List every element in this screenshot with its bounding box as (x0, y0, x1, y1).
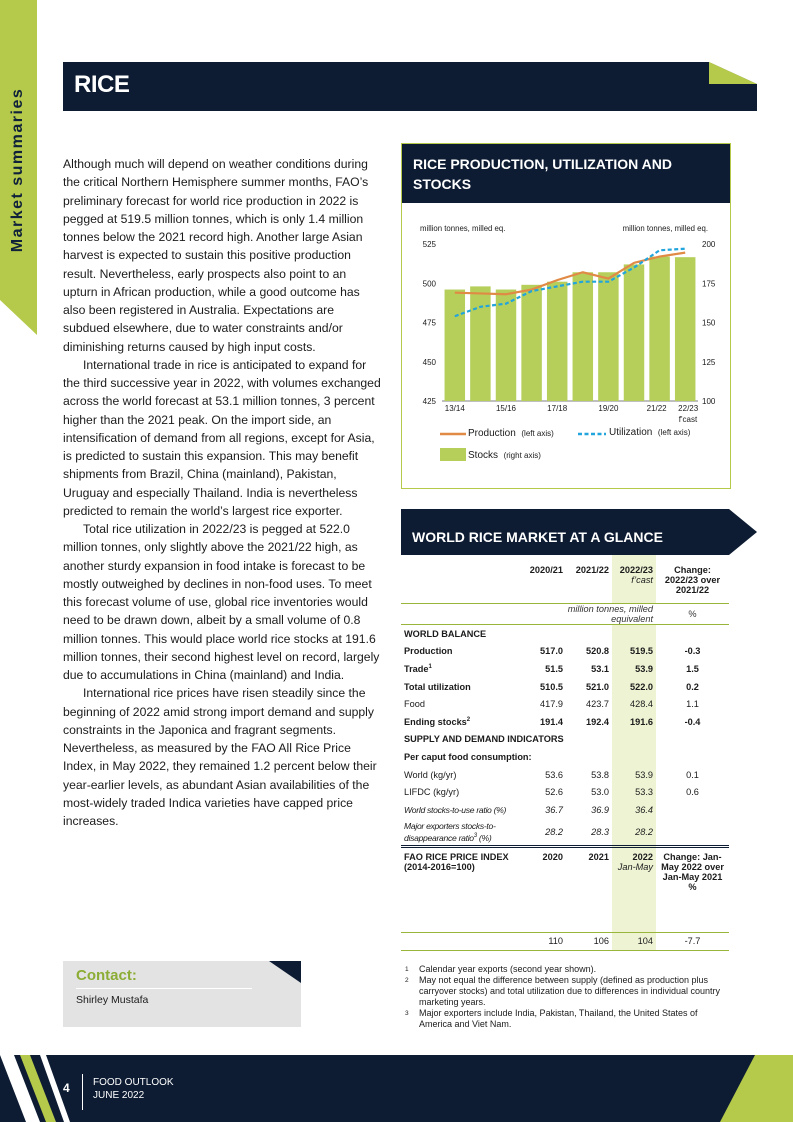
cell: 0.2 (686, 681, 699, 692)
row-label: Food (404, 699, 425, 710)
cell: 53.8 (591, 769, 609, 780)
right-axis-tick-label: 150 (702, 318, 716, 328)
page-number: 4 (63, 1081, 70, 1095)
contact-box (63, 961, 301, 1027)
right-axis-unit: million tonnes, milled eq. (622, 224, 708, 233)
cell: 520.8 (586, 646, 609, 657)
price-col-2021: 2021 (588, 851, 609, 862)
footnote: 1 Calendar year exports (second year shown). (405, 964, 597, 974)
row-label: Ending stocks$^2$ (404, 716, 471, 727)
stocks-bar (624, 264, 644, 401)
table-header-row (401, 555, 729, 604)
price-col-2022: 2022 Jan-May (612, 846, 656, 932)
table-row (401, 801, 729, 819)
stocks-bar (598, 272, 618, 401)
cell: 51.5 (545, 663, 563, 674)
col-2020-21: 2020/21 (529, 565, 563, 575)
table-units-row (401, 604, 729, 625)
cell: 1.5 (686, 663, 699, 674)
article-body (63, 155, 381, 830)
cell: 53.1 (591, 663, 609, 674)
cell: 521.0 (586, 681, 609, 692)
row-label: Trade$^1$ (404, 663, 432, 675)
cell: 191.6 (612, 713, 656, 731)
stocks-bar (445, 290, 465, 401)
footnotes (401, 964, 729, 1030)
stocks-bar (521, 285, 541, 401)
cell: 53.9 (612, 766, 656, 784)
legend-stocks: Stocks (right axis) (468, 450, 541, 461)
table-row (401, 695, 729, 713)
left-axis-tick-label: 425 (422, 397, 436, 406)
cell: 106 (593, 936, 609, 947)
cell: 53.3 (612, 783, 656, 801)
left-axis-tick-label: 525 (422, 240, 436, 249)
cell: 53.0 (591, 787, 609, 798)
section-tab-notch (0, 300, 37, 335)
row-label: Major exporters stocks-to-disappearance ratio$^3$ (%) (404, 820, 496, 843)
paragraph: Although much will depend on weather conditions during the critical Northern Hemisphere summer months, FAO’s preliminary forecast for world rice production in 2022 is pegged at 519.5 million tonnes, which is only 1.4 million tonnes below the 2021 record high. Another large Asian harvest is expected to sustain this positive production result. Nevertheless, early prospects also point to an upturn in African production, while a good outcome has also been registered in Australia. Expectations are subdued elsewhere, due to water constraints and/or diminishing returns caused by high input costs. (63, 157, 369, 354)
price-change-col: Change: Jan-May 2022 over Jan-May 2021 % (661, 851, 724, 892)
per-caput-label: Per caput food consumption: (404, 751, 532, 762)
right-axis-tick-label: 100 (702, 397, 716, 406)
right-axis-tick-label: 200 (702, 240, 716, 249)
cell: 417.9 (540, 699, 563, 710)
col-2022-23: 2022/23 f’cast (612, 555, 656, 604)
legend-production-swatch (440, 429, 470, 439)
contact-title: Contact: (76, 967, 137, 984)
chart-title: RICE PRODUCTION, UTILIZATION AND STOCKS (413, 156, 672, 192)
contact-divider (76, 988, 252, 989)
cell: 519.5 (612, 643, 656, 661)
section-supply-demand: SUPPLY AND DEMAND INDICATORS (404, 734, 564, 745)
cell: 52.6 (545, 787, 563, 798)
contact-name: Shirley Mustafa (76, 994, 149, 1006)
table-row (401, 713, 729, 731)
cell: 517.0 (540, 646, 563, 657)
stocks-bar (649, 257, 669, 401)
table-header-corner (729, 509, 757, 555)
cell: 428.4 (612, 695, 656, 713)
cell: 28.2 (612, 819, 656, 847)
stocks-bar (547, 282, 567, 401)
market-table-wrap (401, 555, 729, 951)
section-world-balance: WORLD BALANCE (404, 628, 487, 639)
table-section-row (401, 625, 729, 643)
stocks-bar (496, 290, 516, 401)
table-row (401, 678, 729, 696)
cell: 191.4 (540, 716, 563, 727)
right-axis-tick-label: 175 (702, 279, 716, 289)
row-label: Production (404, 646, 453, 657)
paragraph: International trade in rice is anticipated to expand for the third successive year in 2022, with volumes exchanged across the world forecast at 53.1 million tonnes, 3 percent higher than the 2021 peak. On the import side, an intensification of demand from all regions, except for Asia, is predicted to sustain this expansion. This may benefit shipments from Brazil, China (mainland), Pakistan, Uruguay and especially Thailand. India is nevertheless predicted to remain the world’s largest rice exporter. (63, 357, 381, 518)
forecast-label: f'cast (678, 415, 698, 424)
cell: 104 (612, 932, 656, 951)
cell: 510.5 (540, 681, 563, 692)
row-label: World (kg/yr) (404, 769, 457, 780)
cell: 1.1 (686, 699, 699, 710)
cell: 53.9 (612, 660, 656, 678)
market-table (401, 555, 729, 951)
title-corner-mask (709, 62, 757, 84)
table-header (401, 509, 729, 555)
cell: 36.9 (591, 804, 609, 815)
left-axis-tick-label: 500 (422, 279, 436, 289)
units-label: million tonnes, milled equivalent (567, 604, 653, 624)
x-axis-tick-label: 13/14 (444, 404, 465, 413)
price-index-header-row (401, 846, 729, 932)
stocks-bar (573, 272, 593, 401)
section-label: Market summaries (9, 87, 26, 253)
legend-utilization: Utilization (left axis) (609, 427, 691, 438)
table-row (401, 819, 729, 847)
cell: 423.7 (586, 699, 609, 710)
units-pct: % (688, 609, 697, 619)
left-axis-unit: million tonnes, milled eq. (420, 224, 506, 233)
cell: 0.6 (686, 787, 699, 798)
publication-name: FOOD OUTLOOK JUNE 2022 (93, 1077, 174, 1101)
cell: 28.2 (545, 826, 563, 837)
right-axis-tick-label: 125 (702, 357, 716, 367)
x-axis-tick-label: 19/20 (598, 404, 619, 413)
cell: 28.3 (591, 826, 609, 837)
x-axis-tick-label: 17/18 (547, 404, 568, 413)
col-change: Change: 2022/23 over 2021/22 (664, 565, 721, 595)
table-row (401, 643, 729, 661)
cell: 36.4 (612, 801, 656, 819)
table-section-row (401, 731, 729, 749)
stocks-bar (470, 286, 490, 401)
x-axis-tick-label: 21/22 (646, 404, 667, 413)
row-label: World stocks-to-use ratio (%) (404, 804, 507, 815)
legend-stocks-swatch (440, 448, 468, 462)
cell: 192.4 (586, 716, 609, 727)
left-axis-tick-label: 475 (422, 318, 436, 328)
title-bar (63, 62, 757, 111)
cell: -0.4 (684, 716, 701, 727)
row-label: Total utilization (404, 681, 471, 692)
cell: 110 (548, 936, 563, 947)
contact-corner-accent (269, 961, 301, 983)
paragraph: International rice prices have risen steadily since the beginning of 2022 amid strong import demand and supply constraints in the Japonica and fragrant segments. Nevertheless, as measured by the FAO All Rice Price Index, in May 2022, they remained 1.2 percent below their year-earlier levels, as abundant Asian availabilities of the most-widely traded Indica varieties have capped price increases. (63, 686, 377, 828)
row-label: LIFDC (kg/yr) (404, 787, 460, 798)
price-index-values-row (401, 932, 729, 951)
legend-production: Production (left axis) (468, 428, 554, 439)
col-2021-22: 2021/22 (575, 565, 609, 575)
chart-panel (401, 143, 731, 489)
legend-utilization-swatch (578, 429, 608, 439)
table-row (401, 660, 729, 678)
cell: 53.6 (545, 769, 563, 780)
table-section-row (401, 748, 729, 766)
cell: 36.7 (545, 804, 563, 815)
left-axis-tick-label: 450 (422, 357, 436, 367)
stocks-bar (675, 257, 695, 401)
table-title: WORLD RICE MARKET AT A GLANCE (412, 529, 663, 545)
footnote: 2 May not equal the difference between supply (defined as production plus carryover stocks) and total utilization due to differences in individual country marketing years. (405, 975, 720, 1007)
cell: -7.7 (684, 936, 701, 947)
footnote: 3 Major exporters include India, Pakistan, Thailand, the United States of America and Viet Nam. (405, 1008, 698, 1029)
x-axis-tick-label: 22/23 (678, 404, 699, 413)
x-axis-tick-label: 15/16 (495, 404, 517, 413)
footer-divider (82, 1074, 83, 1110)
table-row (401, 766, 729, 784)
paragraph: Total rice utilization in 2022/23 is pegged at 522.0 million tonnes, only slightly above the 2021/22 high, as another sturdy expansion in food intake is forecast to be mostly outweighed by declines in non-food uses. To meet this forecast volume of use, global rice inventories would need to be drawn down, albeit by a small volume of 0.8 million tonnes. This would place world rice stocks at 191.6 million tonnes, their second highest level on record, largely due to accumulations in China (mainland) and India. (63, 522, 380, 682)
cell: -0.3 (684, 646, 701, 657)
table-row (401, 783, 729, 801)
cell: 522.0 (612, 678, 656, 696)
price-col-2020: 2020 (542, 851, 563, 862)
cell: 0.1 (686, 769, 699, 780)
page-title: RICE (74, 71, 130, 98)
price-index-label: FAO RICE PRICE INDEX (2014-2016=100) (404, 851, 509, 872)
